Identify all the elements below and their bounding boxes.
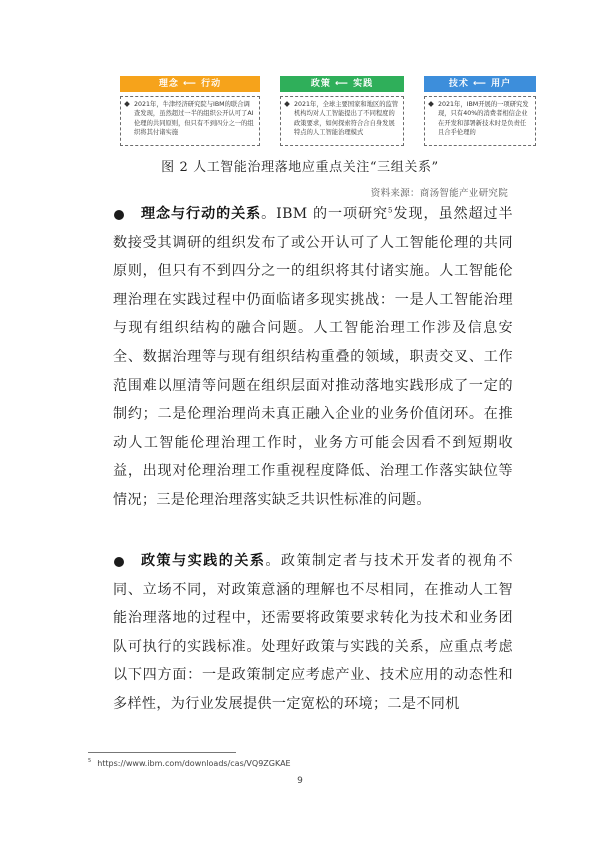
footnote-divider xyxy=(88,752,236,753)
card-text-box xyxy=(120,96,260,146)
footnote xyxy=(88,759,291,768)
card-title: 理念 ⟵ 行动 xyxy=(120,76,260,92)
section-lead: 理念与行动的关系 xyxy=(141,206,262,222)
card-tech-user xyxy=(424,76,536,146)
card-policy-practice xyxy=(280,76,404,146)
three-relations-figure xyxy=(120,76,540,150)
card-title: 技术 ⟵ 用户 xyxy=(424,76,536,92)
section-idea-action xyxy=(113,200,513,515)
card-title: 政策 ⟵ 实践 xyxy=(280,76,404,92)
section-policy-practice xyxy=(113,547,513,719)
card-idea-action xyxy=(120,76,260,146)
footnote-link[interactable]: https://www.ibm.com/downloads/cas/VQ9ZGKAE xyxy=(97,759,291,768)
card-text-box xyxy=(424,96,536,146)
page-number: 9 xyxy=(297,776,303,786)
section-text: 。政策制定者与技术开发者的视角不同、立场不同，对政策意涵的理解也不尽相同，在推动人工智能治理落地的过程中，还需要将政策要求转化为技术和业务团队可执行的实践标准。处理好政策与实践的关系，应重点考虑以下四方面：一是政策制定应考虑产业、技术应用的动态性和多样性，为行业发展提供一定宽松的环境；二是不同机 xyxy=(113,553,513,712)
figure-source: 资料来源：商汤智能产业研究院 xyxy=(370,188,508,199)
diamond-bullet-icon xyxy=(124,101,130,107)
card-text: 2021年，牛津经济研究院与IBM的联合调查发现，虽然超过一半的组织公开认可了AI伦理的共同原则，但只有不到四分之一的组织将其付诸实施 xyxy=(134,101,254,137)
diamond-bullet-icon xyxy=(428,101,434,107)
figure-caption: 图 2 人工智能治理落地应重点关注“三组关系” xyxy=(161,160,439,175)
footnote-ref[interactable]: 5 xyxy=(388,206,393,215)
footnote-number: 5 xyxy=(88,758,92,765)
section-text: 。IBM 的一项研究 xyxy=(261,206,389,222)
card-text: 2021年，全球主要国家和地区的监管机构均对人工智能提出了不同程度的政策要求，如何探索符合合自身发展特点的人工智能治理模式 xyxy=(294,101,399,137)
section-lead: 政策与实践的关系 xyxy=(141,553,266,569)
diamond-bullet-icon xyxy=(284,101,290,107)
section-text: 发现，虽然超过半数接受其调研的组织发布了或公开认可了人工智能伦理的共同原则，但只有不到四分之一的组织将其付诸实施。人工智能伦理治理在实践过程中仍面临诸多现实挑战：一是人工智能治理与现有组织结构的融合问题。人工智能治理工作涉及信息安全、数据治理等与现有组织结构重叠的领域，职责交叉、工作范围难以厘清等问题在组织层面对推动落地实践形成了一定的制约；二是伦理治理尚未真正融入企业的业务价值闭环。在推动人工智能伦理治理工作时，业务方可能会因看不到短期收益，出现对伦理治理工作重视程度降低、治理工作落实缺位等情况；三是伦理治理落实缺乏共识性标准的问题。 xyxy=(113,206,513,508)
card-text-box xyxy=(280,96,404,146)
card-text: 2021年，IBM开展的一项研究发现，只有40%的消费者相信企业在开发和部署新技术时是负责任且合乎伦理的 xyxy=(438,101,529,137)
